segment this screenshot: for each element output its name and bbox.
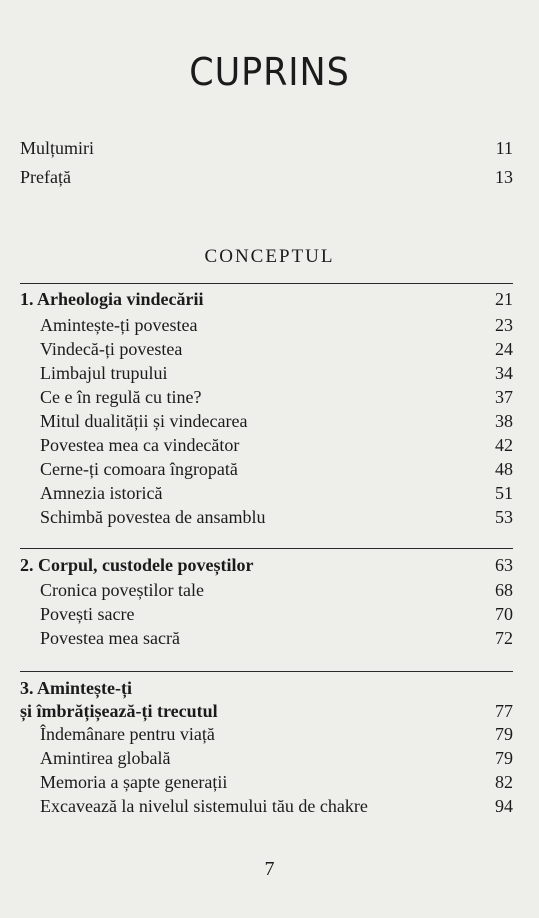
- toc-entry-label: Schimbă povestea de ansamblu: [40, 507, 266, 527]
- chapter-page: 63: [495, 555, 513, 575]
- toc-entry-page: 68: [495, 580, 513, 600]
- toc-entry-page: 51: [495, 483, 513, 503]
- chapter-divider: [20, 283, 513, 284]
- toc-chapter: [0, 699, 539, 723]
- toc-chapter-line1: [0, 676, 539, 700]
- toc-entry: [0, 361, 539, 385]
- toc-entry-page: 70: [495, 604, 513, 624]
- toc-entry-label: Mitul dualității și vindecarea: [40, 411, 248, 431]
- toc-entry-page: 72: [495, 628, 513, 648]
- toc-entry-label: Amnezia istorică: [40, 483, 163, 503]
- chapter-title-line1: 3. Amintește-ți: [20, 678, 132, 698]
- toc-entry-label: Excavează la nivelul sistemului tău de chakre: [40, 796, 368, 816]
- toc-entry-label: Amintește-ți povestea: [40, 315, 198, 335]
- page-title: CUPRINS: [189, 50, 350, 94]
- toc-entry-page: 42: [495, 435, 513, 455]
- toc-entry: [0, 385, 539, 409]
- toc-entry: [0, 457, 539, 481]
- toc-entry: [0, 626, 539, 650]
- toc-entry-label: Îndemânare pentru viață: [40, 724, 215, 744]
- toc-entry-page: 23: [495, 315, 513, 335]
- toc-entry-page: 11: [495, 138, 513, 158]
- toc-entry-page: 48: [495, 459, 513, 479]
- toc-entry: [0, 794, 539, 818]
- toc-entry-label: Povestea mea ca vindecător: [40, 435, 240, 455]
- toc-entry-page: 38: [495, 411, 513, 431]
- toc-entry: [0, 602, 539, 626]
- toc-entry-label: Vindecă-ți povestea: [40, 339, 183, 359]
- toc-entry-label: Memoria a șapte generații: [40, 772, 228, 792]
- toc-entry-label: Prefață: [20, 167, 71, 187]
- toc-entry-page: 34: [495, 363, 513, 383]
- toc-chapter: [0, 553, 539, 577]
- chapter-title: 1. Arheologia vindecării: [20, 289, 204, 309]
- toc-entry-label: Mulțumiri: [20, 138, 95, 158]
- chapter-page: 21: [495, 289, 513, 309]
- toc-entry: [0, 481, 539, 505]
- chapter-page: 77: [495, 701, 513, 721]
- toc-entry-label: Cronica poveștilor tale: [40, 580, 204, 600]
- toc-entry: [0, 578, 539, 602]
- section-title: CONCEPTUL: [204, 246, 335, 267]
- chapter-title: 2. Corpul, custodele poveștilor: [20, 555, 254, 575]
- toc-entry-page: 13: [495, 167, 513, 187]
- chapter-divider: [20, 548, 513, 549]
- toc-entry-label: Povești sacre: [40, 604, 135, 624]
- page-number: 7: [264, 858, 275, 880]
- toc-entry: [0, 505, 539, 529]
- toc-chapter: [0, 287, 539, 311]
- toc-entry-page: 82: [495, 772, 513, 792]
- toc-entry-page: 37: [495, 387, 513, 407]
- toc-entry: [0, 337, 539, 361]
- toc-entry-page: 79: [495, 724, 513, 744]
- toc-entry-front: [0, 136, 539, 160]
- chapter-divider: [20, 671, 513, 672]
- toc-entry-page: 53: [495, 507, 513, 527]
- toc-entry-label: Amintirea globală: [40, 748, 171, 768]
- toc-entry: [0, 409, 539, 433]
- toc-entry: [0, 313, 539, 337]
- toc-entry-page: 24: [495, 339, 513, 359]
- toc-entry-page: 79: [495, 748, 513, 768]
- toc-entry-front: [0, 165, 539, 189]
- chapter-title-line2: și îmbrățișează-ți trecutul: [20, 701, 218, 721]
- toc-entry-label: Povestea mea sacră: [40, 628, 180, 648]
- toc-entry: [0, 746, 539, 770]
- toc-entry-page: 94: [495, 796, 513, 816]
- toc-entry: [0, 770, 539, 794]
- toc-entry: [0, 433, 539, 457]
- toc-entry-label: Limbajul trupului: [40, 363, 168, 383]
- toc-entry-label: Cerne-ți comoara îngropată: [40, 459, 238, 479]
- toc-entry-label: Ce e în regulă cu tine?: [40, 387, 202, 407]
- toc-entry: [0, 722, 539, 746]
